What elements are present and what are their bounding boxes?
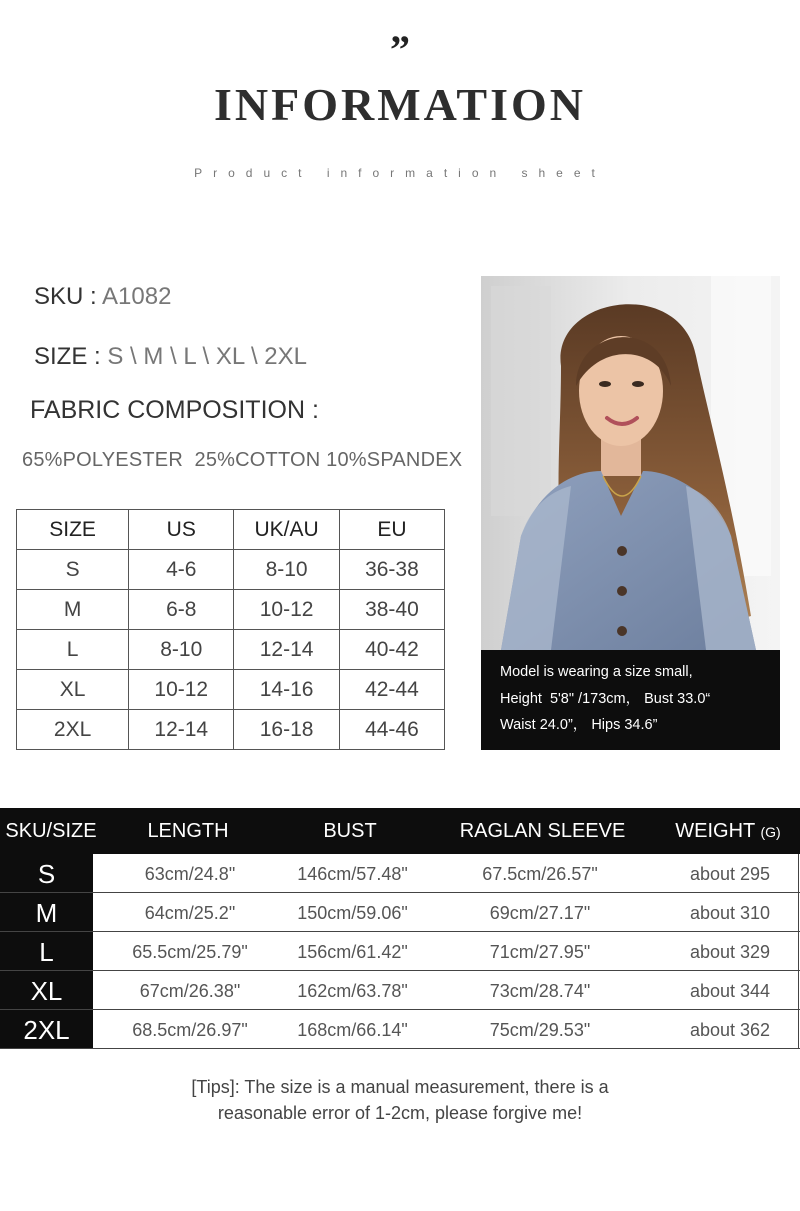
bust-cell: 168cm/66.14" (297, 1020, 408, 1040)
measurement-table-header (0, 808, 800, 854)
table-cell: 12-14 (234, 630, 340, 670)
table-row (0, 932, 800, 971)
sleeve-cell: 67.5cm/26.57" (482, 864, 598, 884)
table-row (17, 710, 445, 750)
size-cell: L (0, 932, 93, 970)
size-value: S \ M \ L \ XL \ 2XL (107, 343, 307, 370)
weight-cell: about 344 (689, 981, 771, 1001)
quote-mark: ” (390, 27, 410, 72)
bust-cell: 156cm/61.42" (297, 942, 408, 962)
length-cell: 67cm/26.38" (139, 981, 241, 1001)
table-cell: 8-10 (234, 550, 340, 590)
header-cell-sku-size: SKU/SIZE (5, 820, 97, 842)
weight-cell: about 362 (689, 1020, 771, 1040)
weight-cell: about 329 (689, 942, 771, 962)
size-cell: 2XL (0, 1010, 93, 1048)
table-row (0, 1010, 800, 1049)
size-cell: S (0, 854, 93, 892)
table-row (0, 893, 800, 932)
header-cell: SIZE (17, 510, 129, 550)
tips-line: [Tips]: The size is a manual measurement, there is a (191, 1077, 609, 1097)
table-cell: 6-8 (129, 590, 234, 630)
sku-value: A1082 (102, 283, 172, 310)
caption-line: Model is wearing a size small, (500, 664, 693, 680)
table-cell: 12-14 (129, 710, 234, 750)
table-cell: 16-18 (234, 710, 340, 750)
sku-label: SKU : (34, 283, 97, 310)
sleeve-cell: 69cm/27.17" (489, 903, 591, 923)
model-caption (481, 650, 780, 750)
table-cell: L (17, 630, 129, 670)
weight-cell: about 295 (689, 864, 771, 884)
table-row (17, 630, 445, 670)
bust-cell: 162cm/63.78" (297, 981, 408, 1001)
table-header-row (17, 510, 445, 550)
fabric-value: 65%POLYESTER 25%COTTON 10%SPANDEX (22, 449, 463, 471)
header-cell-length: LENGTH (147, 820, 229, 842)
table-cell: 2XL (17, 710, 129, 750)
weight-label: WEIGHT (675, 820, 755, 842)
page-title: INFORMATION (213, 79, 587, 130)
table-row (17, 590, 445, 630)
sleeve-cell: 75cm/29.53" (489, 1020, 591, 1040)
header-cell: US (129, 510, 234, 550)
model-illustration (481, 276, 780, 650)
table-cell: 38-40 (339, 590, 444, 630)
length-cell: 64cm/25.2" (144, 903, 236, 923)
table-cell: 10-12 (234, 590, 340, 630)
size-cell: XL (0, 971, 93, 1009)
table-cell: 8-10 (129, 630, 234, 670)
weight-cell: about 310 (689, 903, 771, 923)
table-cell: 40-42 (339, 630, 444, 670)
header-cell-bust: BUST (323, 820, 377, 842)
table-cell: 10-12 (129, 670, 234, 710)
length-cell: 65.5cm/25.79" (132, 942, 248, 962)
sku-line (34, 283, 171, 311)
tips-note (0, 1074, 800, 1126)
table-cell: 44-46 (339, 710, 444, 750)
caption-line: Waist 24.0”， Hips 34.6” (500, 717, 658, 733)
model-photo (481, 276, 780, 650)
size-conversion-table (16, 509, 445, 750)
table-cell: XL (17, 670, 129, 710)
table-cell: 14-16 (234, 670, 340, 710)
header-cell: EU (339, 510, 444, 550)
weight-unit: (G) (760, 824, 781, 840)
sleeve-cell: 71cm/27.95" (489, 942, 591, 962)
header-cell-weight (658, 808, 798, 854)
size-cell: M (0, 893, 93, 931)
size-label: SIZE : (34, 343, 101, 370)
table-cell: 36-38 (339, 550, 444, 590)
table-cell: 4-6 (129, 550, 234, 590)
table-cell: 42-44 (339, 670, 444, 710)
length-cell: 68.5cm/26.97" (132, 1020, 248, 1040)
table-row (0, 854, 800, 893)
table-row (17, 670, 445, 710)
bust-cell: 146cm/57.48" (297, 864, 408, 884)
table-row (17, 550, 445, 590)
table-cell: M (17, 590, 129, 630)
caption-line: Height 5'8" /173cm， Bust 33.0“ (500, 690, 711, 707)
table-row (0, 971, 800, 1010)
page-subtitle: Product information sheet (194, 166, 606, 180)
length-cell: 63cm/24.8" (144, 864, 236, 884)
fabric-label: FABRIC COMPOSITION : (30, 396, 319, 424)
header-cell-raglan-sleeve: RAGLAN SLEEVE (459, 820, 626, 842)
sleeve-cell: 73cm/28.74" (489, 981, 591, 1001)
bust-cell: 150cm/59.06" (297, 903, 408, 923)
tips-line: reasonable error of 1-2cm, please forgive me! (217, 1103, 583, 1123)
size-line (34, 343, 307, 371)
header-cell: UK/AU (234, 510, 340, 550)
table-cell: S (17, 550, 129, 590)
